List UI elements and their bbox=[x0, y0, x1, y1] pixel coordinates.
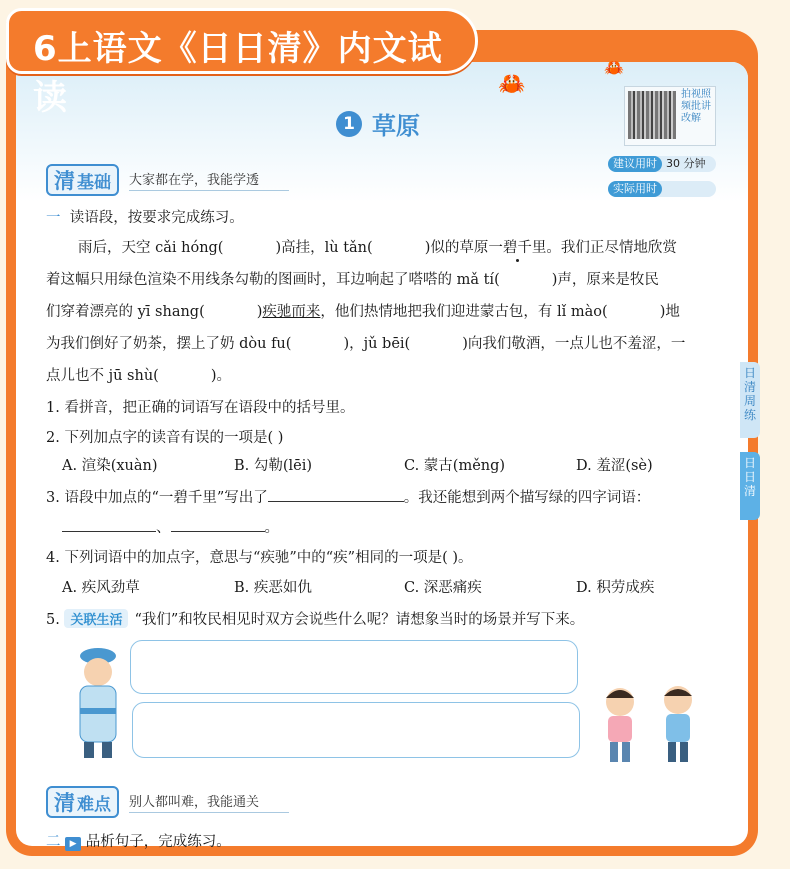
herdsman-illustration bbox=[70, 644, 128, 760]
sub-question-4: 4. 下列词语中的加点字，意思与“疾驰”中的“疾”相同的一项是( )。 bbox=[46, 550, 473, 566]
qr-code-icon bbox=[628, 91, 676, 139]
sub-question-1: 1. 看拼音，把正确的词语写在语段中的括号里。 bbox=[46, 400, 355, 416]
option-a[interactable]: A. 疾风劲草 bbox=[62, 580, 140, 596]
life-link-tag: 关联生活 bbox=[64, 609, 128, 628]
banner-title: 6上语文《日日清》内文试读 bbox=[33, 29, 443, 118]
answer-blank[interactable] bbox=[62, 519, 156, 532]
lesson-number: 1 bbox=[336, 111, 362, 137]
option-c[interactable]: C. 蒙古(měng) bbox=[404, 458, 506, 474]
lesson-title bbox=[336, 106, 420, 141]
actual-time bbox=[608, 181, 716, 197]
lesson-name: 草原 bbox=[372, 112, 420, 140]
sub-question-2: 2. 下列加点字的读音有误的一项是( ) bbox=[46, 430, 284, 446]
section-basic-motto: 大家都在学，我能学透 bbox=[129, 169, 289, 191]
passage-line: 为我们倒好了奶茶，摆上了奶 dòu fu( )，jǔ bēi( )向我们敬酒，一点儿也不羞涩，一 bbox=[46, 336, 686, 352]
section-difficult-name: 难点 bbox=[77, 794, 111, 815]
answer-blank[interactable] bbox=[171, 519, 265, 532]
section-basic-header bbox=[46, 164, 289, 196]
section-difficult-header bbox=[46, 786, 289, 818]
play-icon[interactable]: ▶ bbox=[65, 837, 81, 851]
section-qing-mark: 清 bbox=[54, 169, 75, 193]
answer-blank[interactable] bbox=[268, 489, 404, 502]
crab-icon: 🦀 bbox=[498, 72, 526, 97]
question-number: 二 bbox=[46, 834, 61, 850]
actual-time-label: 实际用时 bbox=[608, 181, 662, 197]
children-illustration bbox=[596, 684, 706, 764]
sub-question-3: 3. 语段中加点的“一碧千里”写出了 。我还能想到两个描写绿的四字词语： bbox=[46, 490, 651, 506]
option-b[interactable]: B. 勾勒(lēi) bbox=[234, 458, 313, 474]
section-difficult-badge bbox=[46, 786, 119, 818]
question-number: 一 bbox=[46, 210, 61, 226]
sub-question-5: 5. 关联生活 “我们”和牧民相见时双方会说些什么呢？请想象当时的场景并写下来。 bbox=[46, 608, 584, 629]
side-tab-daily[interactable]: 日日清 bbox=[740, 452, 760, 520]
section-difficult-motto: 别人都叫难，我能通关 bbox=[129, 791, 289, 813]
side-tab-weekly[interactable]: 日清周练 bbox=[740, 362, 760, 438]
option-b[interactable]: B. 疾恶如仇 bbox=[234, 580, 312, 596]
question-2-instruction: 二 ▶ 品析句子，完成练习。 bbox=[46, 834, 231, 850]
suggested-time-value: 30 分钟 bbox=[666, 157, 706, 170]
question-1-instruction: 一 读语段，按要求完成练习。 bbox=[46, 210, 244, 226]
passage-line: 雨后，天空 cǎi hóng( )高挂，lù tǎn( )似的草原一碧千里。我们正尽情地欣赏 bbox=[78, 236, 677, 257]
passage-line: 们穿着漂亮的 yī shang( )疾驰而来，他们热情地把我们迎进蒙古包，有 lǐ mào( )地 bbox=[46, 304, 680, 320]
crab-icon: 🦀 bbox=[604, 58, 624, 77]
suggested-time-label: 建议用时 bbox=[608, 156, 662, 172]
option-a[interactable]: A. 渲染(xuàn) bbox=[62, 458, 158, 474]
option-c[interactable]: C. 深恶痛疾 bbox=[404, 580, 482, 596]
passage-line: 点儿也不 jū shù( )。 bbox=[46, 368, 231, 384]
suggested-time bbox=[608, 156, 716, 172]
qr-caption: 拍视照频批讲改解 bbox=[681, 89, 711, 124]
option-d[interactable]: D. 羞涩(sè) bbox=[576, 458, 653, 474]
video-qr-code[interactable] bbox=[624, 86, 716, 146]
answer-bubble-herdsman[interactable] bbox=[130, 640, 578, 694]
answer-bubble-children[interactable] bbox=[132, 702, 580, 758]
option-d[interactable]: D. 积劳成疾 bbox=[576, 580, 655, 596]
sub-question-3-blanks: 、 。 bbox=[62, 516, 279, 537]
section-basic-name: 基础 bbox=[77, 172, 111, 193]
passage-line: 着这幅只用绿色渲染不用线条勾勒的图画时，耳边响起了嗒嗒的 mǎ tí( )声，原来是牧民 bbox=[46, 272, 659, 288]
section-basic-badge bbox=[46, 164, 119, 196]
dotted-phrase: 一碧千里 bbox=[488, 236, 546, 257]
title-banner bbox=[6, 8, 478, 118]
section-qing-mark: 清 bbox=[54, 791, 75, 815]
